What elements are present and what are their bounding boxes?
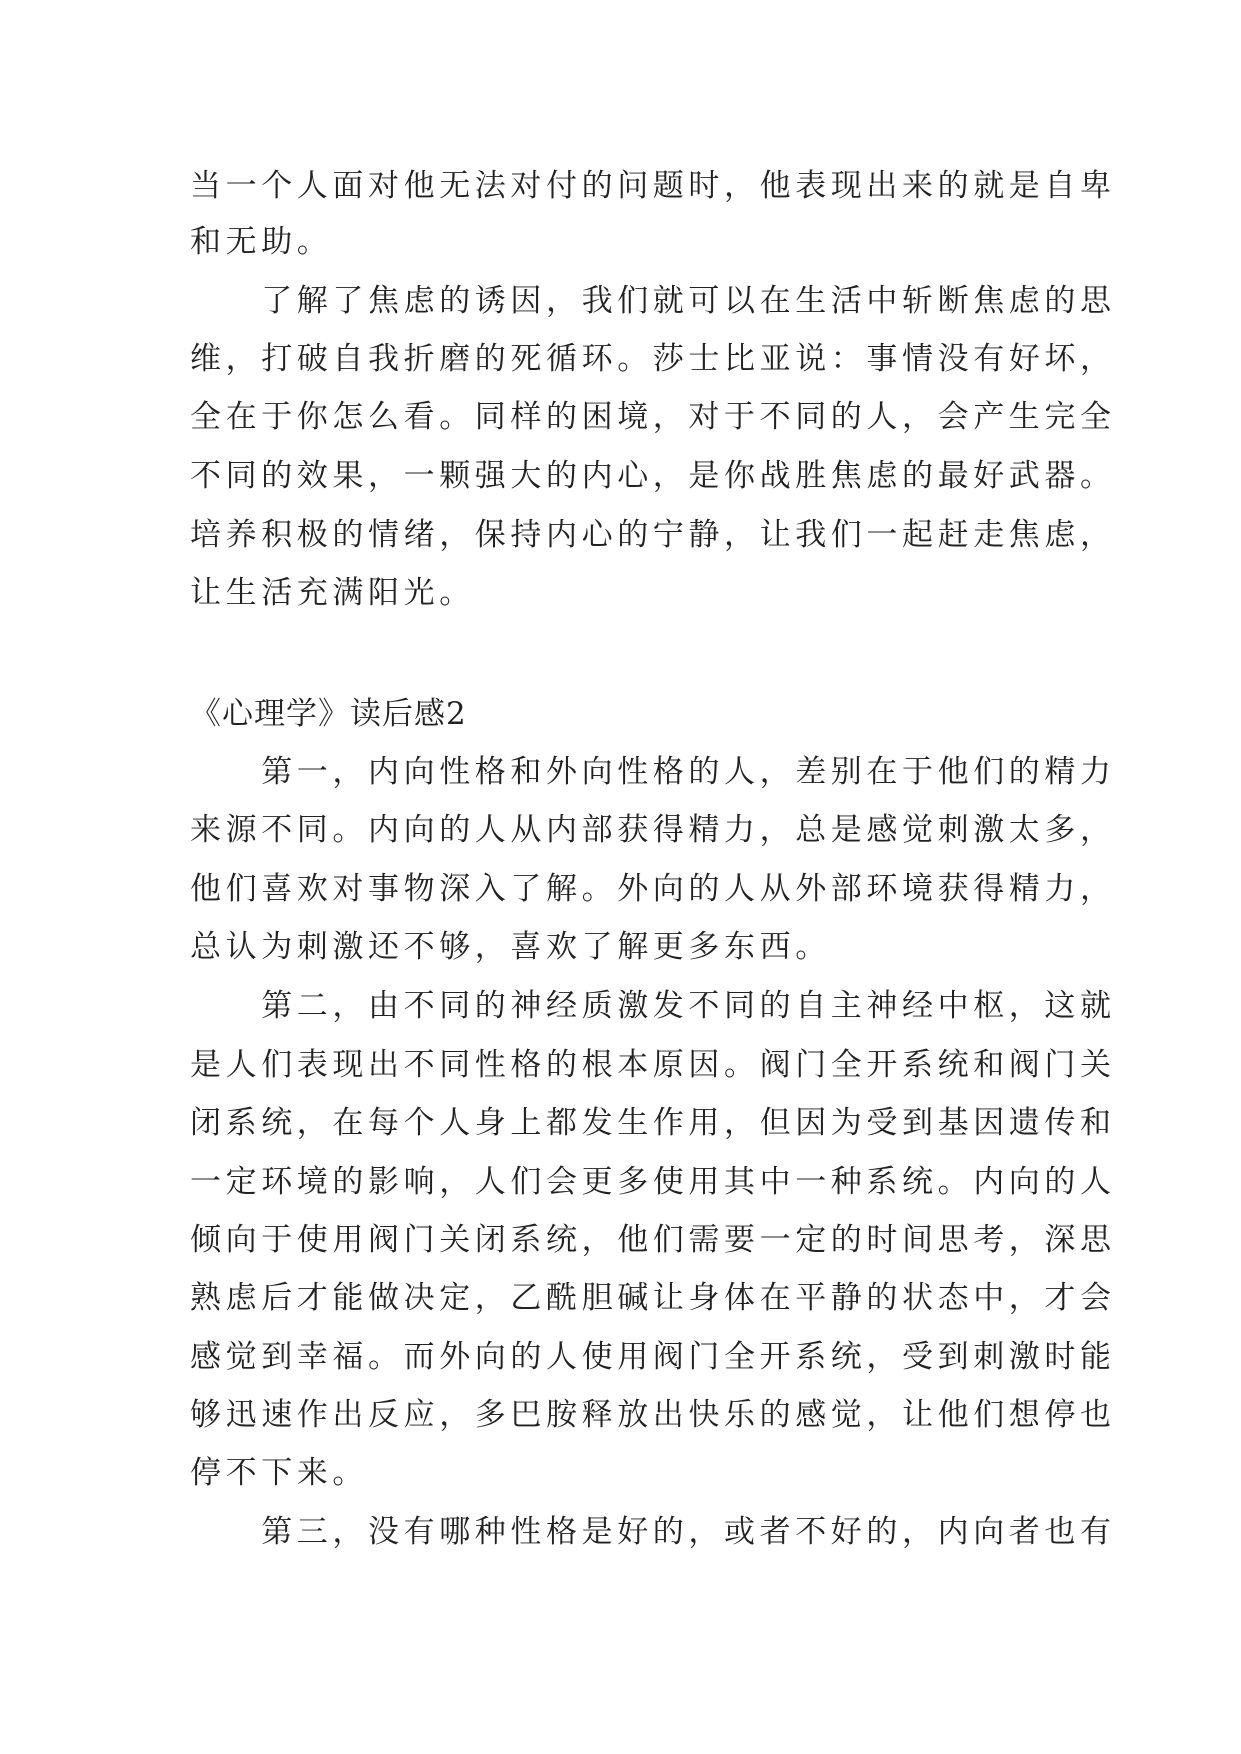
- text-line: 是人们表现出不同性格的根本原因。阀门全开系统和阀门关: [190, 1047, 1116, 1083]
- text-line: 让生活充满阳光。: [190, 575, 475, 611]
- text-line: 培养积极的情绪，保持内心的宁静，让我们一起赶走焦虑，: [190, 517, 1116, 553]
- text-line: 了解了焦虑的诱因，我们就可以在生活中斩断焦虑的思: [190, 283, 1116, 319]
- text-line: 一定环境的影响，人们会更多使用其中一种系统。内向的人: [190, 1164, 1116, 1200]
- text-line: 当一个人面对他无法对付的问题时，他表现出来的就是自卑: [190, 168, 1116, 204]
- text-line: 熟虑后才能做决定，乙酰胆碱让身体在平静的状态中，才会: [190, 1280, 1116, 1316]
- section-title: 《心理学》读后感2: [190, 696, 467, 732]
- text-line: 不同的效果，一颗强大的内心，是你战胜焦虑的最好武器。: [190, 458, 1116, 494]
- text-line: 来源不同。内向的人从内部获得精力，总是感觉刺激太多，: [190, 812, 1116, 848]
- text-line: 感觉到幸福。而外向的人使用阀门全开系统，受到刺激时能: [190, 1339, 1116, 1375]
- text-line: 全在于你怎么看。同样的困境，对于不同的人，会产生完全: [190, 399, 1116, 435]
- text-line: 和无助。: [190, 224, 333, 260]
- text-line: 第一，内向性格和外向性格的人，差别在于他们的精力: [190, 754, 1116, 790]
- text-line: 第三，没有哪种性格是好的，或者不好的，内向者也有: [190, 1514, 1116, 1550]
- text-line: 他们喜欢对事物深入了解。外向的人从外部环境获得精力，: [190, 871, 1116, 907]
- text-line: 第二，由不同的神经质激发不同的自主神经中枢，这就: [190, 988, 1116, 1024]
- text-line: 闭系统，在每个人身上都发生作用，但因为受到基因遗传和: [190, 1105, 1116, 1141]
- text-line: 总认为刺激还不够，喜欢了解更多东西。: [190, 929, 831, 965]
- text-line: 维，打破自我折磨的死循环。莎士比亚说：事情没有好坏，: [190, 341, 1116, 377]
- text-line: 倾向于使用阀门关闭系统，他们需要一定的时间思考，深思: [190, 1222, 1116, 1258]
- text-line: 够迅速作出反应，多巴胺释放出快乐的感觉，让他们想停也: [190, 1397, 1116, 1433]
- text-line: 停不下来。: [190, 1455, 368, 1491]
